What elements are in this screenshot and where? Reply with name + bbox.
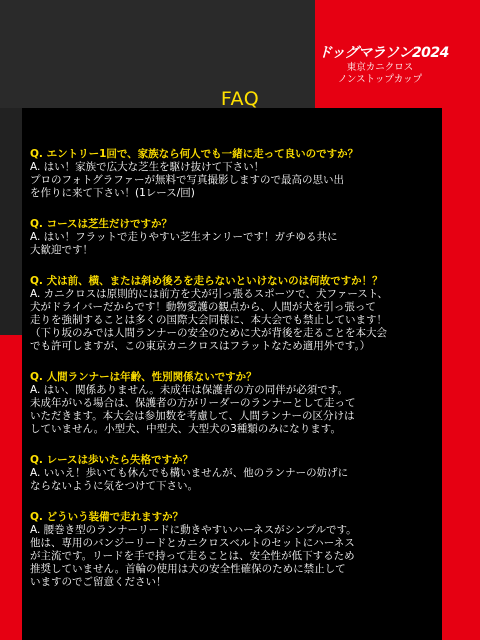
faq-question: Q. レースは歩いたら失格ですか？ bbox=[30, 454, 194, 466]
faq-item bbox=[30, 218, 442, 257]
logo-subtitle-2: ノンストップカップ bbox=[337, 74, 423, 85]
page-title: FAQ bbox=[220, 88, 260, 110]
faq-item bbox=[30, 511, 442, 589]
faq-question: Q. コースは芝生だけですか？ bbox=[30, 218, 173, 230]
background-red-strip bbox=[442, 108, 480, 640]
faq-question: Q. エントリー1回で、家族なら何人でも一緒に走って良いのですか？ bbox=[30, 148, 359, 160]
faq-question: Q. どういう装備で走れますか？ bbox=[30, 511, 184, 523]
faq-question: Q. 人間ランナーは年齢、性別関係ないですか？ bbox=[30, 371, 257, 383]
faq-answer: A. カニクロスは原則的には前方を犬が引っ張るスポーツで、犬ファースト、 犬がドライバーだからです！動物愛護の観点から、人間が犬を引っ張って 走りを強制することは多くの国際大会同様に、本大会でも禁止しています！ （下り坂のみでは人間ランナーの安全のために犬が背後を走ることを本大会 でも許可しますが、この東京カニクロスはフラットなため適用外です。） bbox=[30, 288, 388, 352]
logo-subtitle-1: 東京カニクロス bbox=[346, 62, 414, 73]
faq-answer: A. はい、関係ありません。未成年は保護者の方の同伴が必須です。 未成年がいる場合は、保護者の方がリーダーのランナーとして走って いただきます。本大会は参加数を考慮して、人間ランナーの区分けは していません。小型犬、中型犬、大型犬の3種類のみになります。 bbox=[30, 384, 356, 435]
faq-item bbox=[30, 148, 442, 200]
faq-question: Q. 犬は前、横、または斜め後ろを走らないといけないのは何故ですか！？ bbox=[30, 275, 383, 287]
background-red-left bbox=[0, 335, 22, 640]
faq-item bbox=[30, 454, 442, 493]
faq-answer: A. いいえ！歩いても休んでも構いませんが、他のランナーの妨げに ならないように気をつけて下さい。 bbox=[30, 467, 349, 492]
logo-title: ドッグマラソン2024 bbox=[318, 45, 449, 61]
faq-item bbox=[30, 275, 442, 353]
faq-answer: A. はい！フラットで走りやすい芝生オンリーです！ガチゆる共に 大歓迎です！ bbox=[30, 231, 338, 256]
faq-answer: A. はい！家族で広大な芝生を駆け抜けて下さい！ プロのフォトグラファーが無料で写真撮影しますので最高の思い出 を作りに来て下さい！(1レース/回) bbox=[30, 161, 345, 199]
faq-item bbox=[30, 371, 442, 436]
faq-answer: A. 腰巻き型のランナーリードに動きやすいハーネスがシンプルです。 他は、専用のバンジーリードとカニクロスベルトのセットにハーネス が主流です。リードを手で持って走ることは、安全性が低下するため 推奨していません。首輪の使用は犬の安全性確保のために禁止して いますのでご留意ください！ bbox=[30, 524, 357, 588]
faq-list bbox=[30, 148, 442, 607]
